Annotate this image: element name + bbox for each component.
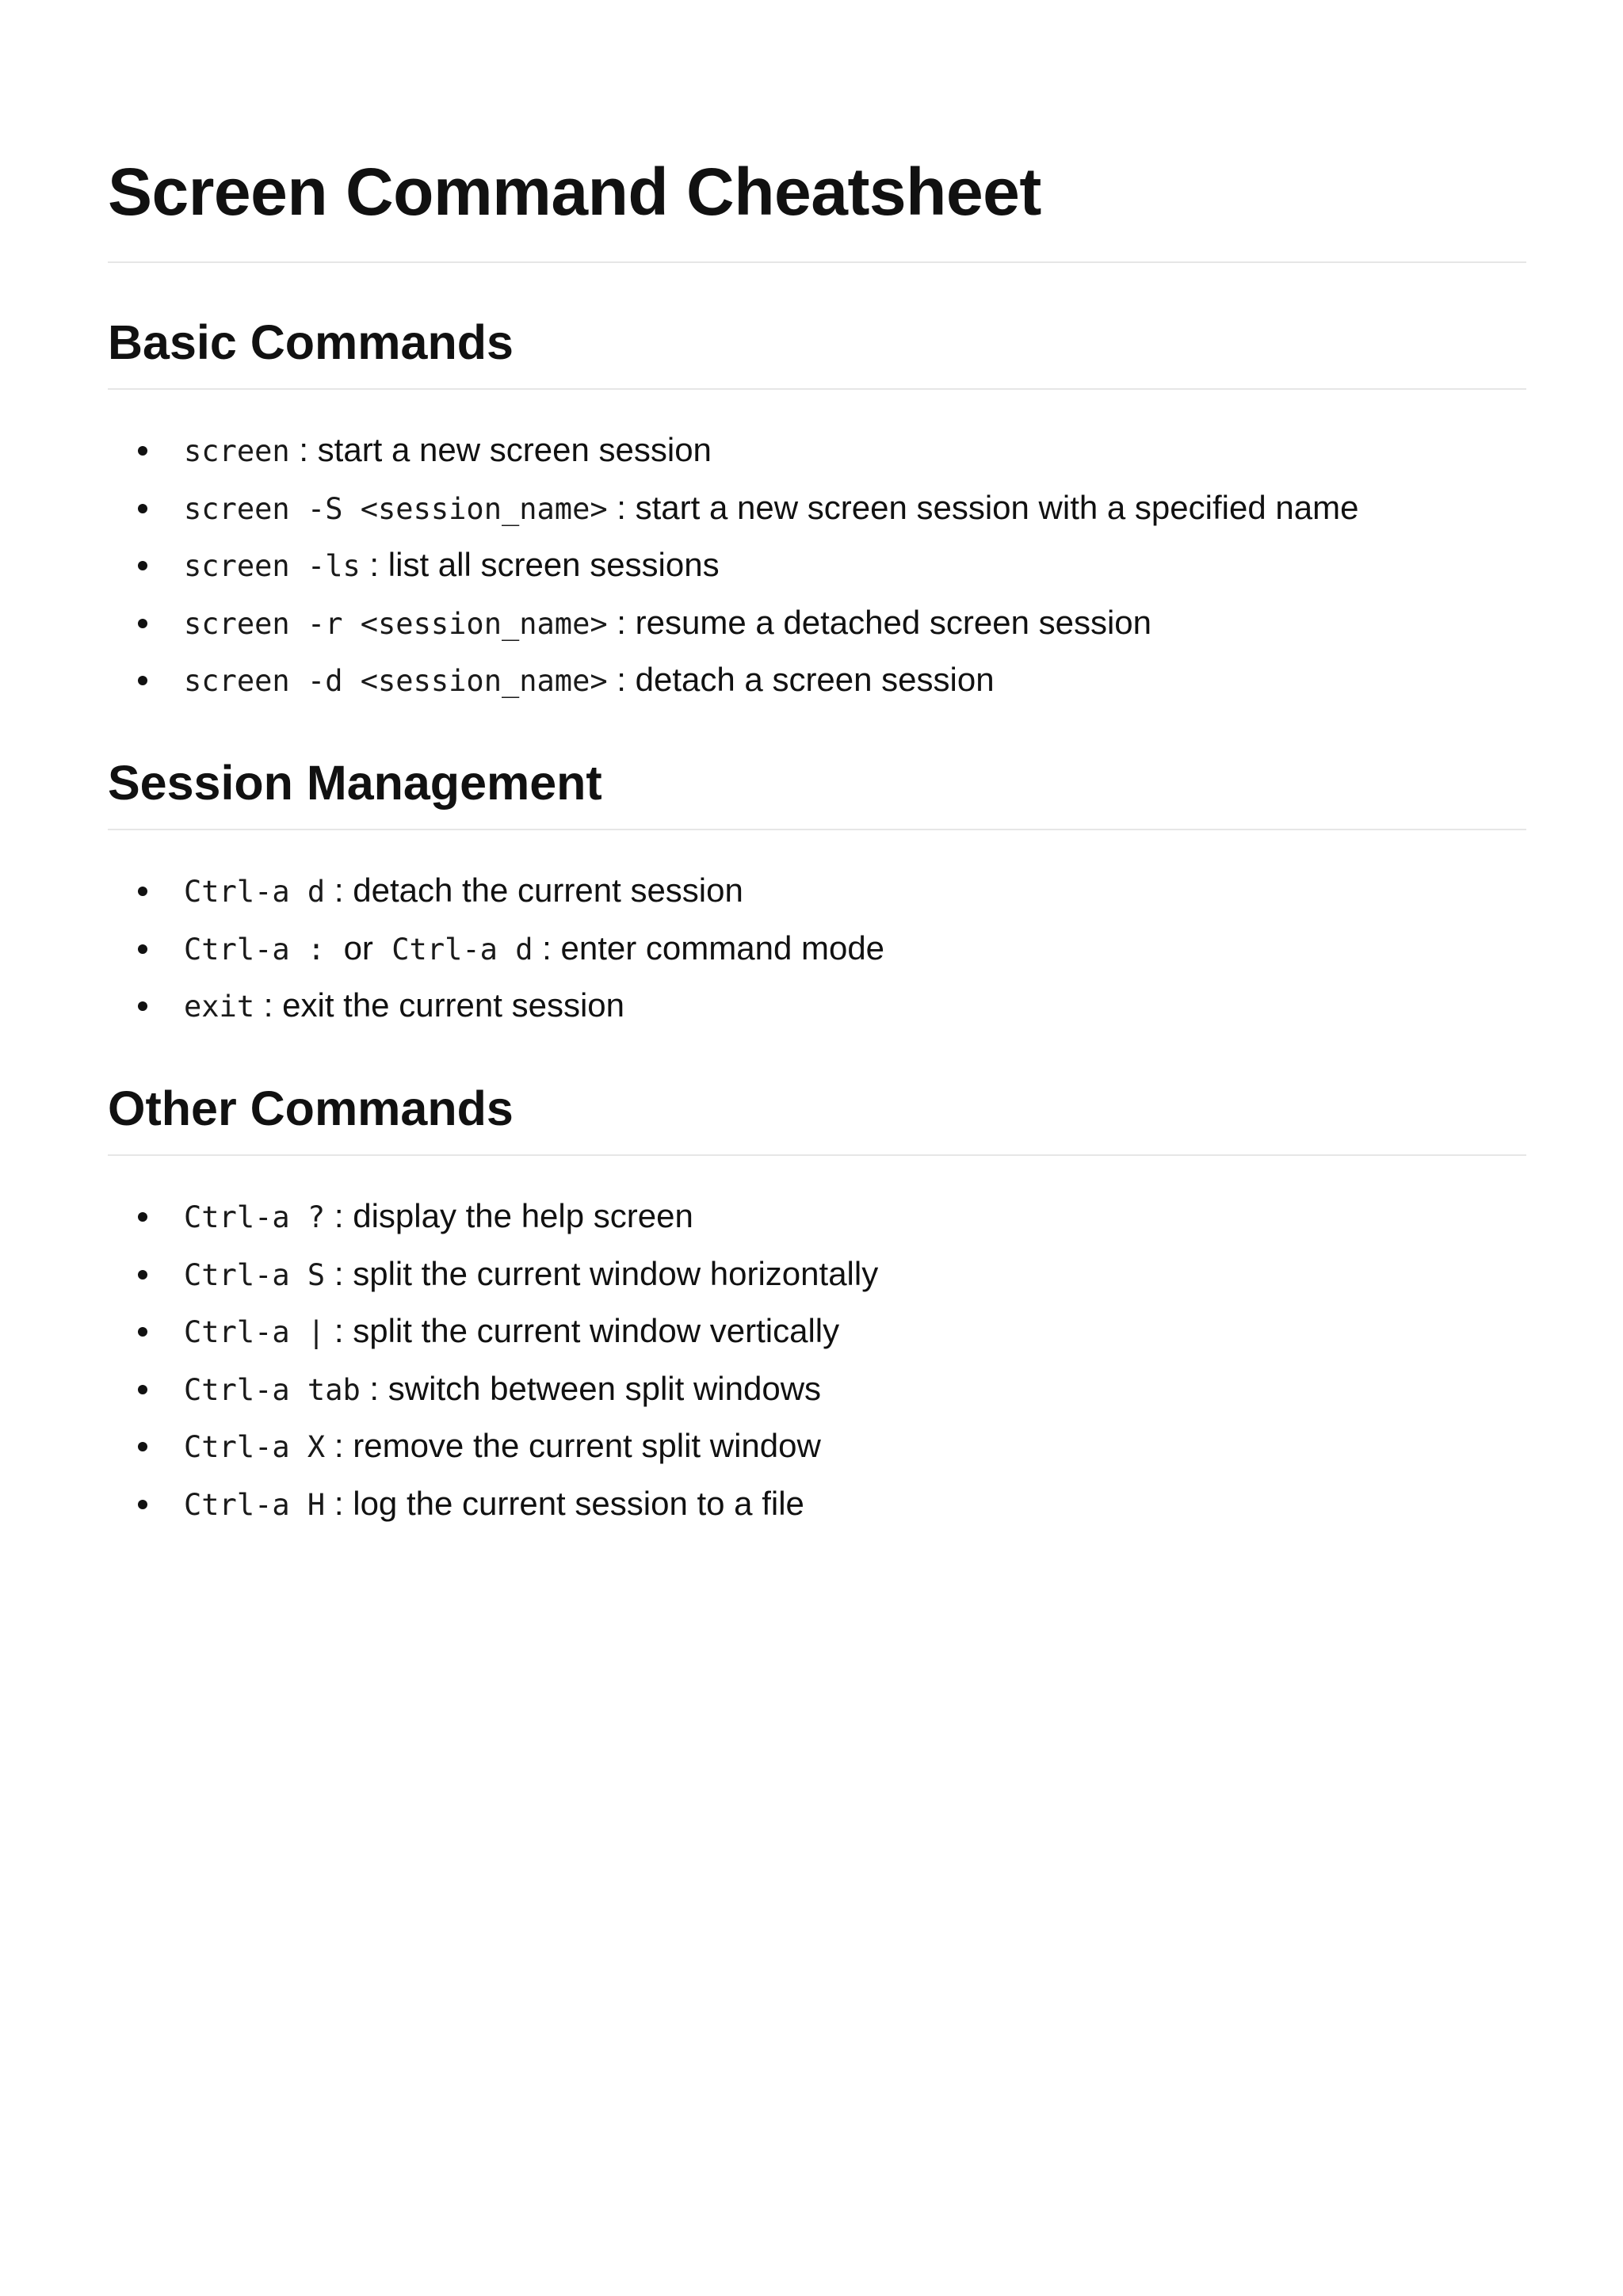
- list-item: screen -r <session_name> : resume a detached screen session: [108, 594, 1526, 652]
- command-description: split the current window vertically: [353, 1312, 840, 1349]
- command-description: start a new screen session: [317, 431, 712, 468]
- command-description: enter command mode: [560, 929, 885, 967]
- command-description: log the current session to a file: [353, 1484, 804, 1522]
- command-code: Ctrl-a ?: [184, 1200, 326, 1234]
- section-heading-other-commands: Other Commands: [108, 1081, 514, 1135]
- command-code: screen -r <session_name>: [184, 606, 608, 641]
- section-divider: [108, 1154, 1526, 1156]
- command-description: start a new screen session with a specified name: [635, 488, 1359, 526]
- list-item: Ctrl-a H : log the current session to a file: [108, 1475, 1526, 1533]
- command-code: screen: [184, 434, 290, 468]
- list-item: screen : start a new screen session: [108, 421, 1526, 479]
- command-description: resume a detached screen session: [635, 603, 1152, 641]
- section-divider: [108, 829, 1526, 830]
- list-item: Ctrl-a X : remove the current split window: [108, 1417, 1526, 1475]
- command-description: split the current window horizontally: [353, 1254, 879, 1292]
- section-heading-basic-commands: Basic Commands: [108, 315, 514, 369]
- list-item: screen -ls : list all screen sessions: [108, 536, 1526, 594]
- command-code: Ctrl-a X: [184, 1430, 326, 1464]
- session-management-list: [108, 862, 1526, 1035]
- section-heading-session-management: Session Management: [108, 756, 602, 810]
- command-description: detach a screen session: [635, 661, 995, 698]
- list-item: Ctrl-a d : detach the current session: [108, 862, 1526, 920]
- command-code: Ctrl-a |: [184, 1315, 326, 1349]
- command-code: screen -S <session_name>: [184, 491, 608, 526]
- command-code: screen -d <session_name>: [184, 664, 608, 698]
- list-item: Ctrl-a | : split the current window vertically: [108, 1302, 1526, 1360]
- command-description: list all screen sessions: [388, 546, 720, 583]
- list-item: Ctrl-a tab : switch between split windows: [108, 1360, 1526, 1418]
- basic-commands-list: [108, 421, 1526, 709]
- list-item: exit : exit the current session: [108, 977, 1526, 1035]
- command-description: detach the current session: [353, 871, 743, 909]
- command-code: Ctrl-a tab: [184, 1372, 361, 1407]
- list-item: Ctrl-a : or Ctrl-a d : enter command mode: [108, 920, 1526, 978]
- list-item: screen -d <session_name> : detach a screen session: [108, 651, 1526, 709]
- list-item: Ctrl-a ? : display the help screen: [108, 1188, 1526, 1245]
- command-code: Ctrl-a d: [184, 875, 326, 909]
- command-code: Ctrl-a H: [184, 1487, 326, 1522]
- command-code: screen -ls: [184, 549, 361, 583]
- section-divider: [108, 388, 1526, 390]
- command-code: Ctrl-a S: [184, 1257, 326, 1292]
- command-description: remove the current split window: [353, 1427, 821, 1464]
- or-text: or: [343, 929, 373, 967]
- command-description: exit the current session: [282, 986, 624, 1024]
- command-code-alt: Ctrl-a d: [391, 932, 533, 967]
- title-divider: [108, 261, 1526, 263]
- page-title: Screen Command Cheatsheet: [108, 154, 1041, 229]
- command-code: Ctrl-a :: [184, 932, 326, 967]
- command-description: switch between split windows: [388, 1369, 822, 1407]
- list-item: Ctrl-a S : split the current window horizontally: [108, 1245, 1526, 1303]
- other-commands-list: [108, 1188, 1526, 1532]
- command-description: display the help screen: [353, 1197, 693, 1234]
- command-code: exit: [184, 990, 255, 1024]
- list-item: screen -S <session_name> : start a new screen session with a specified name: [108, 479, 1526, 537]
